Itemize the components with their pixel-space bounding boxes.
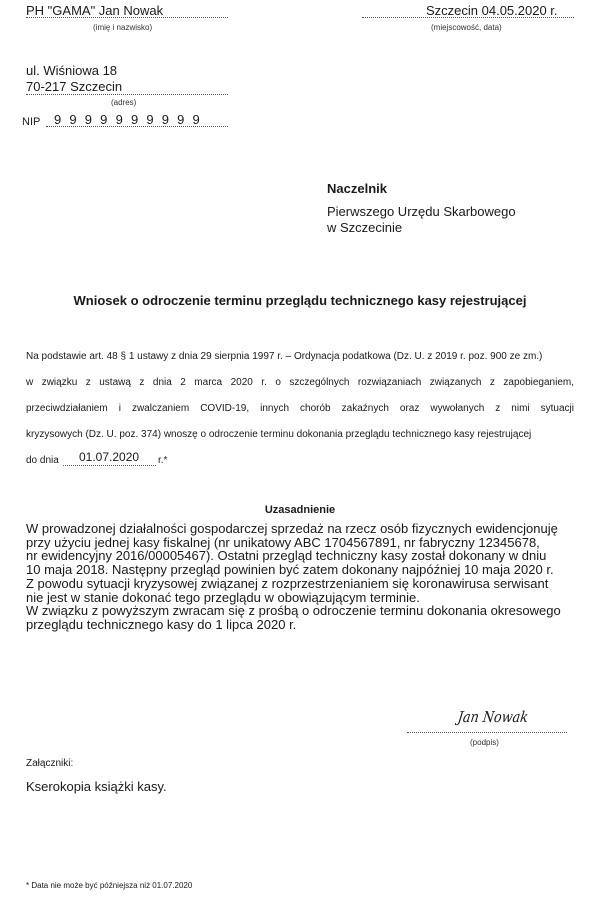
attachments-label: Załączniki: — [26, 758, 74, 769]
justification-line: nr ewidencyjny 2016/00005467). Ostatni przegląd techniczny kasy został dokonany w dniu — [26, 548, 547, 564]
request-line1: Na podstawie art. 48 § 1 ustawy z dnia 29 sierpnia 1997 r. – Ordynacja podatkowa (Dz. U. z 2019 r. poz. 900 ze zm.) — [26, 351, 543, 362]
nip-digit: 9 — [84, 112, 93, 127]
justification-line: przy użyciu jednej kasy fiskalnej (nr unikatowy ABC 1704567891, nr fabryczny 12345678, — [26, 534, 540, 550]
justification-heading: Uzasadnienie — [264, 504, 336, 516]
justification-line: przeglądu technicznego kasy do 1 lipca 2020 r. — [26, 616, 297, 632]
signature-caption: (podpis) — [470, 738, 499, 747]
request-line4: kryzysowych (Dz. U. poz. 374) wnoszę o odroczenie terminu dokonania przeglądu technicznego kasy rejestrującej — [26, 429, 532, 440]
recipient-title: Naczelnik — [327, 181, 387, 196]
justification-line: W związku z powyższym zwracam się z prośbą o odroczenie terminu dokonania okresowego — [26, 603, 561, 619]
document-title: Wniosek o odroczenie terminu przeglądu technicznego kasy rejestrującej — [73, 293, 527, 308]
nip-digit: 9 — [146, 112, 154, 127]
nip-digit: 9 — [115, 112, 123, 127]
recipient-line1: Pierwszego Urzędu Skarbowego — [327, 204, 516, 219]
footnote: * Data nie może być późniejsza niż 01.07.2020 — [26, 881, 193, 890]
until-dots — [63, 465, 156, 466]
nip-digit: 9 — [192, 112, 200, 127]
justification-line: Z powodu sytuacji kryzysowej związanej z rozprzestrzenianiem się koronawirusa serwisant — [26, 575, 549, 591]
nip-label: NIP — [22, 116, 41, 128]
place-date-caption: (miejscowość, data) — [431, 23, 502, 32]
sender-name-dots — [26, 17, 228, 18]
nip-digit: 9 — [100, 112, 108, 127]
nip-dots — [46, 126, 228, 127]
nip-digit: 9 — [69, 112, 77, 127]
place-date-dots — [362, 17, 574, 18]
sender-name-caption: (imię i nazwisko) — [93, 23, 153, 32]
request-line3 — [26, 403, 574, 414]
justification-line: nie jest w stanie dokonać tego przeglądu w obowiązującym terminie. — [26, 589, 420, 605]
sender-name: PH "GAMA" Jan Nowak — [26, 3, 164, 18]
request-line2-text: w związku z ustawą z dnia 2 marca 2020 r. o szczególnych rozwiązaniach związanych z zapobieganiem, — [26, 377, 574, 388]
address-line2: 70-217 Szczecin — [26, 79, 123, 94]
place-date: Szczecin 04.05.2020 r. — [426, 3, 558, 18]
justification-text — [26, 522, 586, 632]
address-dots — [26, 94, 228, 95]
nip-digit: 9 — [161, 112, 169, 127]
justification-line: 10 maja 2018. Następny przegląd powinien być zatem dokonany najpóźniej 10 maja 2020 r. — [26, 562, 554, 578]
signature-dots — [407, 732, 567, 733]
until-label: do dnia — [26, 455, 59, 466]
address-line1: ul. Wiśniowa 18 — [26, 63, 118, 78]
justification-line: W prowadzonej działalności gospodarczej sprzedaż na rzecz osób fizycznych ewidencjonuję — [26, 521, 558, 536]
nip-digit: 9 — [54, 112, 62, 127]
attachment-item: Kserokopia książki kasy. — [26, 779, 167, 794]
recipient-line2: w Szczecinie — [327, 220, 403, 235]
address-caption: (adres) — [111, 98, 137, 107]
until-suffix: r.* — [158, 455, 168, 466]
signature: Jan Nowak — [456, 708, 530, 726]
nip-digit: 9 — [177, 112, 185, 127]
nip-digit: 9 — [130, 112, 139, 127]
until-date: 01.07.2020 — [79, 450, 140, 464]
request-line3-text: przeciwdziałaniem i zwalczaniem COVID-19, innych chorób zakaźnych oraz wywołanych z nimi sytuacji — [26, 403, 574, 414]
request-line2 — [26, 377, 574, 388]
